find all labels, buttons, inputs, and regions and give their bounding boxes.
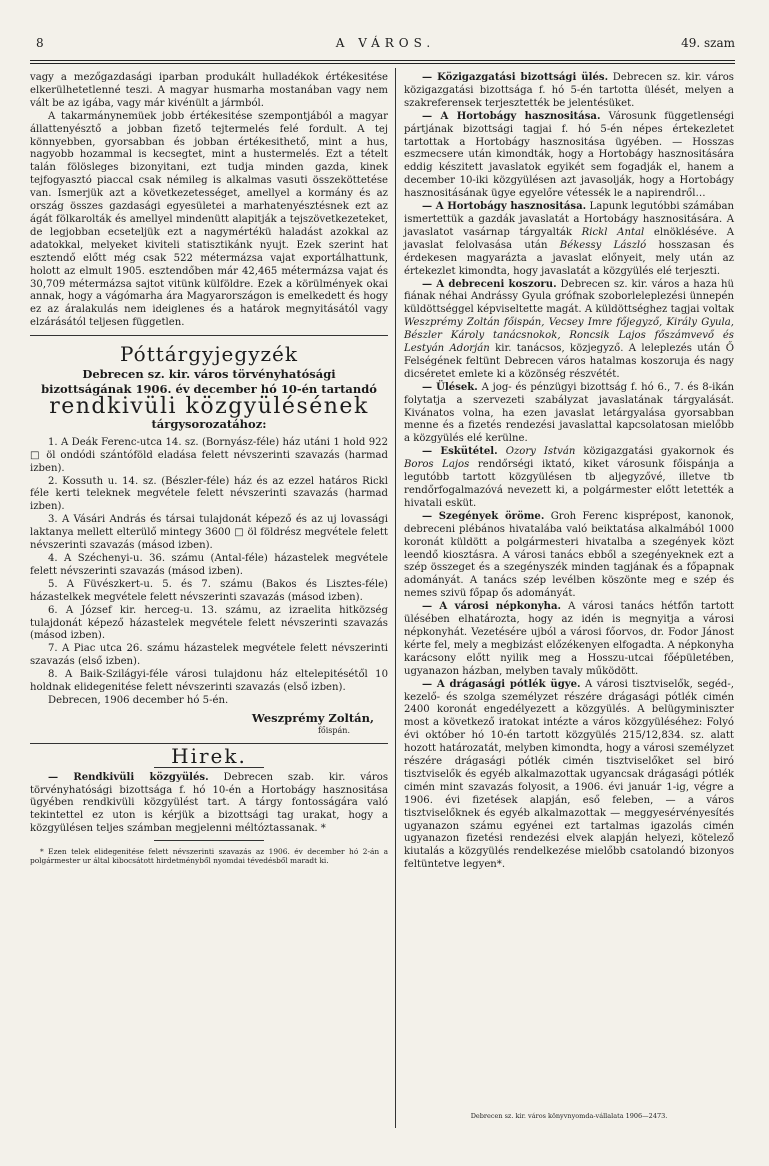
printer-imprint: Debrecen sz. kir. város könyvnyomda-vállalata 1906—2473. — [470, 1112, 668, 1120]
news-body: Debrecen szab. kir. város törvényhatósági bizottsága f. hó 10-én a Hortobágy hasznositása ügyében rendkivüli közgyülést tart. A tárgy fontosságára való tekintettel ez uton is kérjük a bizottsági tag urakat, hogy a közgyülésen teljes számban megjelenni méltóztassanak. * — [30, 771, 388, 835]
agenda-item: 4. A Széchenyi-u. 36. számu (Antal-féle) házastelek megvétele felett névszerinti szavazás (másod izben). — [30, 553, 388, 577]
news-item — [404, 72, 734, 111]
right-column — [404, 72, 734, 872]
news-title: — A drágasági pótlék ügye. — [422, 678, 581, 690]
news-body: Városunk függetlenségi pártjának bizottsági tagjai f. hó 5-én népes értekezletet tartottak a Hortobágy hasznositása ügyében. — Hosszas eszmecsere után kimondták, hogy a Hortobágy hasznositására eddig készitett javaslatok egyikét sem fogadják el, hanem a december 10-iki közgyülésen azt javasolják, hogy a Hortobágy hasznositásának ügye egyelőre vétessék le a napirendről… — [404, 110, 734, 200]
news-item — [404, 601, 734, 678]
news-item — [404, 382, 734, 447]
header-rule — [30, 60, 735, 61]
news-body: Lapunk legutóbbi számában ismertettük a gazdák javaslatát a Hortobágy hasznositására. A javaslatot vasárnap tárgyalták — [404, 201, 735, 238]
section-title-pottargy: Póttárgyjegyzék — [120, 342, 298, 367]
news-body: Groh Ferenc kisprépost, kanonok, debreceni plébános hivatalába való beiktatása alkalmából 1000 koronát küldött a polgármesteri hivatalba a szegények közt leendő kiosztásra. A városi tanács ebből a szegényeknek ezt a szép összeget és a szegényszék minden tagjának és a főpapnak adományát. A tanács szép levélben köszönte meg e szép és nemes szivü főpap ős adományát. — [404, 510, 734, 600]
person-name: Boros Lajos — [404, 459, 470, 471]
news-item — [404, 201, 734, 278]
news-body: rendőrségi iktató, kiket városunk főispánja a legutóbb tartott közgyülésen tb aljegyzővé, illetve tb rendőrfogalmazóvá nevezett ki, a polgármester előtt letették a hivatali esküt. — [404, 459, 734, 509]
news-title: — Közigazgatási bizottsági ülés. — [422, 72, 609, 83]
news-item — [30, 772, 388, 837]
agenda-item: 5. A Füvészkert-u. 5. és 7. számu (Bakos és Lisztes-féle) házastelkek megvétele felett névszerinti szavazás (másod izben). — [30, 578, 388, 603]
agenda-item: 8. A Baik-Szilágyi-féle városi tulajdonu ház eltelepitésétől 10 holdnak elidegenitése felett névszerinti szavazás (első izben). — [30, 669, 388, 694]
news-body: hosszasan és érdekesen magyarázta a javaslat előnyeit, mely után az értekezlet kimondta, hogy javaslatát a közgyülés elé terjeszti. — [404, 239, 735, 277]
agenda-item: 6. A József kir. herceg-u. 13. számu, az izraelita hitközség tulajdonát képező házastelek megvétele felett névszerinti szavazás (másod izben). — [30, 604, 388, 642]
footnote: * Ezen telek elidegenitése felett névszerinti szavazás az 1906. év december hó 2-án a polgármester ur által kibocsátott hirdetményből nyomdai tévedésből maradt ki. — [30, 847, 388, 866]
section-title-hirek: Hirek. — [171, 743, 247, 768]
short-divider — [154, 840, 264, 841]
section-subheading: Debrecen sz. kir. város törvényhatósági bizottságának 1906. év december hó 10-én tartandó — [41, 367, 377, 397]
section-heading-targy: tárgysorozatához: — [151, 416, 267, 431]
page-number: 8 — [36, 36, 44, 50]
section-heading-rendkivuli: rendkivüli közgyülésének — [49, 394, 369, 420]
news-title: — A debreceni koszoru. — [422, 278, 557, 290]
agenda-item: 1. A Deák Ferenc-utca 14. sz. (Bornyász-féle) ház utáni 1 hold 922 □ öl ondódi szántóföld eladása felett névszerinti szavazás (harmad izben). — [30, 436, 388, 474]
signature-name: Weszprémy Zoltán, — [251, 710, 374, 725]
agenda-item: 2. Kossuth u. 14. sz. (Bészler-féle) ház és az ezzel határos Rickl féle kerti teleknek megvétele felett névszerinti szavazás (harmad izben). — [30, 475, 388, 513]
person-name: Rickl Antal — [581, 226, 645, 238]
section-divider — [30, 335, 388, 336]
news-body: A jog- és pénzügyi bizottság f. hó 6., 7. és 8-ikán folytatja a szervezeti szabályzat javaslatának tárgyalását. Kivánatos volna, ha ezen javaslat letárgyalása gyorsabban menne és a fizetés rendezési javaslattal kapcsolatosan mielőbb a közgyülés elé kerülne. — [404, 381, 735, 445]
news-title: — Szegények öröme. — [422, 510, 545, 522]
news-item — [404, 511, 734, 601]
page-header — [36, 36, 735, 56]
news-item — [404, 279, 734, 382]
news-title: — Rendkivüli közgyülés. — [48, 771, 209, 783]
newspaper-title: A VÁROS. — [335, 36, 436, 50]
news-body: kir. tanácsos, közjegyző. A leleplezés után Ő Felségének feltünt Debrecen város hatalmas koszoruja és nagy dicséretet emlete ki a közönség részvétét. — [404, 343, 734, 380]
article-paragraph: vagy a mezőgazdasági iparban produkált hulladékok értékesitése elkerülhetetlenné teszi. A magyar husmarha mostanában vagy nem vált be az igába, vagy már kivénült a jármból. — [30, 72, 388, 109]
person-name: Békessy László — [559, 239, 647, 251]
agenda-item: 3. A Vásári András és társai tulajdonát képező és az uj lovassági laktanya mellett elterülő mintegy 3600 □ öl földrész megvétele felett névszerinti szavazás (másod izben). — [30, 514, 388, 552]
news-item — [404, 111, 734, 201]
news-title: — Ülések. — [422, 381, 478, 393]
news-body: Debrecen sz. kir. város a haza hü fiának néhai Andrássy Gyula grófnak szoborleleplezési ünnepén küldöttséggel képviseltette magát. A küldöttséghez tagjai voltak — [404, 278, 735, 316]
left-column — [30, 72, 388, 865]
person-names: Weszprémy Zoltán főispán, Vecsey Imre főjegyző, Király Gyula, Bészler Károly tanácsnokok, Roncsik Lajos főszámvevő és Lestyán Adorján — [404, 317, 734, 355]
column-divider — [395, 68, 396, 1128]
news-title: — A Hortobágy hasznositása. — [422, 201, 587, 213]
news-title: — A városi népkonyha. — [422, 601, 562, 613]
news-body: A városi tisztviselők, segéd-, kezelő- és szolga személyzet részére drágasági pótlék cimén 2400 koronát engedélyezett a közgyülés. A belügyminiszter most a következő iratokat intézte a város közgyüléséhez: Folyó évi október hó 10-én tartott közgyülés 215/12,834. sz. alatt hozott határozatát, melyben kimondta, hogy a városi személyzet részére drágasági pótlék cimén tisztviselőket sel biró tisztviselők és egyéb alkalmazottak ugyancsak drágasági pótlék cimén mint szavazás folyosit, a 1906. évi január 1-ig, végre a 1906. évi fizetések alapján, eső feleben, — a város tisztviselőknek és egyéb alkalmazottak — meggyesérvényesítés ugyanazon számu egyénei ezt tartalmas igazolás cimén ugyanazon fizetési rendezési elvek alapján helyezi, kötelező kiutalás a közgyülés rendelkezése mielőbb csatolandó bizonyos feltüntetve legyen*. — [404, 678, 734, 871]
news-body: elnökléséve. A javaslat felolvasása után — [404, 226, 734, 251]
article-paragraph: A takarmánynemüek jobb értékesitése szempontjából a magyar állattenyésztő a jobban fizető tejtermelés felé fordult. A tej könnyebben, gyorsabban és jobban értékesithető, mint a hus, nagyobb hozammal is kecsegtet, mint a hustermelés. Ezt a tételt talán fölösleges bizonyitani, ezt tudja minden gazda, kinek tejfogyasztó piaccal csak némileg is alkalmas vasuti összeköttetése van. Ismerjük azt a következetességet, amellyel a kormány és az ország összes gazdasági egyesületei a marhatenyésztésnek ezt az ágát fölkarolták és amellyel mindenütt alapitják a tejszövetkezeteket, de legjobban ecseteljük ezt a nagymértékü haladást azokkal az adatokkal, melyeket kiviteli statisztikánk nyujt. Ezek szerint hat esztendő előtt még csak 522 métermázsa vajat exportálhattunk, holott az elmult 1905. esztendőben már 42,465 métermázsa vajat és 30,709 métermázsa sajtot vitünk külföldre. Ezek a körülmények okai annak, hogy a vágómarha ára Magyarországon is emelkedett és hogy ez az áralakulás nem ideiglenes és a határok megnyitásától vagy elzárásától teljesen független. — [30, 110, 388, 329]
agenda-item: 7. A Piac utca 26. számu házastelek megvétele felett névszerinti szavazás (első izben). — [30, 643, 388, 668]
news-body: A városi tanács hétfőn tartott ülésében elhatározta, hogy az idén is megnyitja a városi népkonyhát. Vezetésére ujból a városi főorvos, dr. Fodor Jánost kérte fel, mely a megbizást előzékenyen elfogadta. A népkonyha karácsony előtt nyilik meg a Hosszu-utcai főépületében, ugyanazon házban, melyben tavaly működött. — [404, 601, 734, 677]
issue-number: 49. szam — [681, 36, 735, 50]
news-item — [404, 446, 734, 511]
news-item — [404, 679, 734, 873]
date-line: Debrecen, 1906 december hó 5-én. — [48, 694, 229, 706]
news-title: — A Hortobágy hasznositása. — [422, 110, 601, 122]
news-title: — Eskütétel. — [422, 446, 498, 458]
news-body: közigazgatási gyakornok és — [583, 446, 734, 458]
news-body: Debrecen sz. kir. város közigazgatási bizottsága f. hó 5-én tartotta ülését, melyen a szakreferensek terjesztették be jelentésüket. — [404, 72, 734, 109]
person-name: Ozory István — [505, 446, 576, 458]
signature-title: főispán. — [317, 725, 350, 735]
header-rule-thin — [30, 63, 735, 64]
